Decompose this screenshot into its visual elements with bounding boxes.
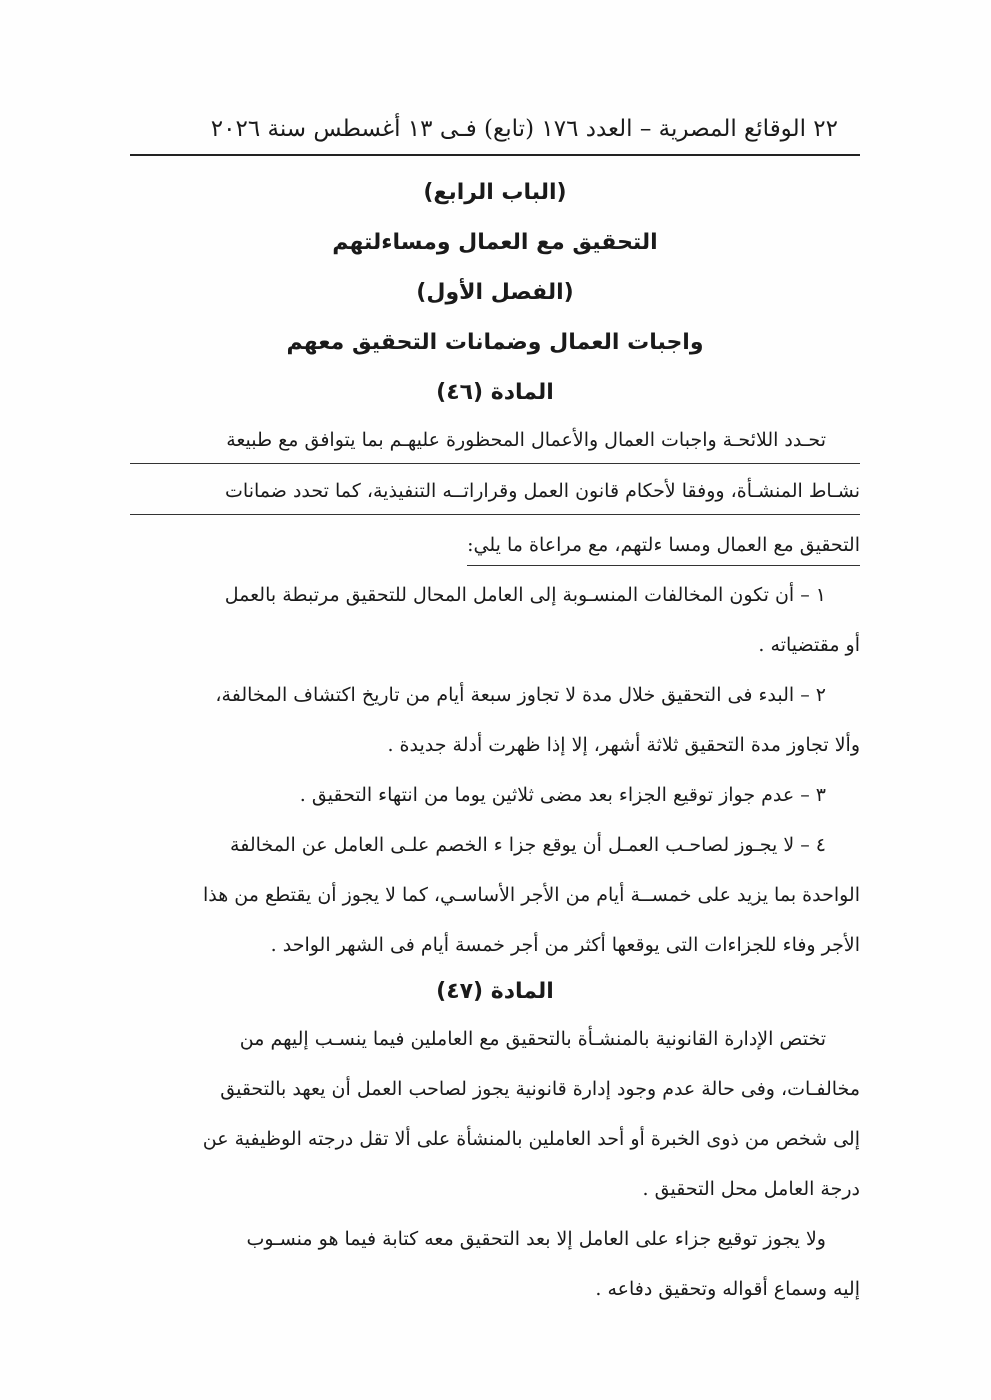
article-46-item-1 — [130, 570, 860, 670]
item-line: ٤ – لا يجـوز لصاحـب العمـل أن يوقع جزا ء الخصم علـى العامل عن المخالفة — [230, 834, 826, 856]
item-line: الأجر وفاء للجزاءات التى يوقعها أكثر من أجر خمسة أيام فى الشهر الواحد . — [270, 934, 860, 956]
article-46-intro-line: نشـاط المنشـأة، ووفقا لأحكام قانون العمل وقراراتــه التنفيذية، كما تحدد ضمانات — [130, 469, 860, 515]
page-content — [130, 168, 860, 1314]
item-line: ٢ – البدء فى التحقيق خلال مدة لا تجاوز سبعة أيام من تاريخ اكتشاف المخالفة، — [215, 684, 826, 706]
article-47-para-2 — [130, 1214, 860, 1314]
part-label: (الباب الرابع) — [423, 180, 567, 205]
chapter-title: واجبات العمال وضمانات التحقيق معهم — [286, 330, 704, 355]
article-46-title: المادة (٤٦) — [436, 380, 554, 405]
item-line: وألا تجاوز مدة التحقيق ثلاثة أشهر، إلا إذا ظهرت أدلة جديدة . — [387, 734, 860, 756]
article-46-item-2 — [130, 670, 860, 770]
item-line: أو مقتضياته . — [758, 634, 860, 656]
para-line: إليه وسماع أقواله وتحقيق دفاعه . — [595, 1278, 860, 1300]
para-line: إلى شخص من ذوى الخبرة أو أحد العاملين بالمنشأة على ألا تقل درجته الوظيفية عن — [202, 1128, 860, 1150]
article-46-item-4 — [130, 820, 860, 970]
running-header: ٢٢ الوقائع المصرية – العدد ١٧٦ (تابع) فـى ١٣ أغسطس سنة ٢٠٢٦ — [210, 116, 838, 142]
article-46-item-3 — [130, 770, 860, 820]
item-line: ٣ – عدم جواز توقيع الجزاء بعد مضى ثلاثين يوما من انتهاء التحقيق . — [299, 784, 826, 806]
article-46-intro-line: تحـدد اللائحـة واجبات العمال والأعمال المحظورة عليهـم بما يتوافق مع طبيعة — [130, 418, 860, 464]
chapter-label: (الفصل الأول) — [416, 280, 574, 305]
para-line: درجة العامل محل التحقيق . — [642, 1178, 860, 1200]
article-46-intro-line: التحقيق مع العمال ومسا ءلتهم، مع مراعاة ما يلي: — [467, 525, 860, 566]
para-line: تختص الإدارة القانونية بالمنشـأة بالتحقيق مع العاملين فيما ينسـب إليهم من — [239, 1028, 826, 1050]
part-title: التحقيق مع العمال ومساءلتهم — [332, 230, 658, 255]
article-47-title: المادة (٤٧) — [436, 979, 554, 1004]
article-46-intro — [130, 418, 860, 570]
item-line: ١ – أن تكون المخالفات المنسـوبة إلى العامل المحال للتحقيق مرتبطة بالعمل — [224, 584, 826, 606]
article-47-para-1 — [130, 1014, 860, 1214]
item-line: الواحدة بما يزيد على خمســة أيام من الأجر الأساسـي، كما لا يجوز أن يقتطع من هذا — [202, 884, 860, 906]
para-line: ولا يجوز توقيع جزاء على العامل إلا بعد التحقيق معه كتابة فيما هو منسـوب — [246, 1228, 826, 1250]
para-line: مخالفـات، وفى حالة عدم وجود إدارة قانونية يجوز لصاحب العمل أن يعهد بالتحقيق — [220, 1078, 860, 1100]
article-46-intro-line-wrapper — [130, 520, 860, 570]
page-header — [130, 112, 860, 156]
